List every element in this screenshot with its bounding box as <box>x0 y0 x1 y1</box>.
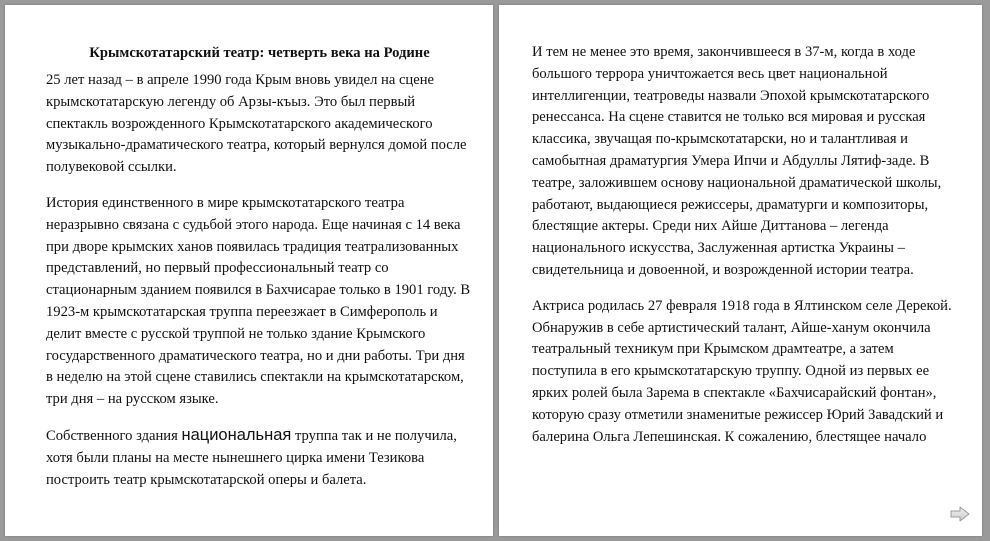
paragraph: История единственного в мире крымскотатарского театра неразрывно связана с судьбой этого народа. Еще начиная с 14 века при дворе крымских ханов появилась традиция театрализованных представлений, но первый профессиональный театр со стационарным зданием появился в Бахчисарае только в 1901 году. В 1923-м крымскотатарская труппа переезжает в Симферополь и делит вместе с русской труппой не только здание Крымского государственного драматического театра, но и дни работы. Три дня в неделю на этой сцене ставились спектакли на крымскотатарском, три дня – на русском языке. <box>46 194 471 408</box>
highlighted-word: национальная <box>181 425 292 444</box>
document-title: Крымскотатарский театр: четверть века на Родине <box>89 45 430 61</box>
paragraph: Актриса родилась 27 февраля 1918 года в Ялтинском селе Дерекой. Обнаружив в себе артистический талант, Айше-ханум окончила театральный техникум при Крымском драмтеатре, а затем поступила в его крымскотатарскую труппу. Одной из первых ее ярких ролей была Зарема в спектакле «Бахчисарайский фонтан», которую сразу отметили знаменитые режиссер Юрий Завадский и балерина Ольга Лепешинская. К сожалению, блестящее начало <box>532 297 952 445</box>
paragraph: 25 лет назад – в апреле 1990 года Крым вновь увидел на сцене крымскотатарскую легенду об Арзы-къыз. Это был первый спектакль возрожденного Крымскотатарского академического музыкально-драматического театра, который вернулся домой после полувековой ссылки. <box>46 72 467 176</box>
paragraph-text: Собственного здания <box>46 427 182 444</box>
paragraph-text: труппа так и не получила, хотя были планы на месте нынешнего цирка имени Тезикова построить театр крымскотатарской оперы и балета. <box>46 427 457 488</box>
right-page <box>499 5 982 536</box>
paragraph: И тем не менее это время, закончившееся в 37-м, когда в ходе большого террора уничтожается весь цвет национальной интеллигенции, театроведы назвали Эпохой крымскотатарского ренессанса. На сцене ставится не только вся мировая и русская классика, звучащая по-крымскотатарски, но и талантливая и самобытная драматургия Умера Ипчи и Абдуллы Лятиф-заде. В театре, заложившем основу национальной драматической школы, работают, выдающиеся режиссеры, драматурги и композиторы, блестящие актеры. Среди них Айше Диттанова – легенда национального искусства, Заслуженная артистка Украины – свидетельница и довоенной, и возрожденной истории театра. <box>532 44 942 278</box>
arrow-right-icon[interactable] <box>950 506 970 522</box>
paragraph <box>46 425 473 491</box>
left-page <box>5 5 493 536</box>
